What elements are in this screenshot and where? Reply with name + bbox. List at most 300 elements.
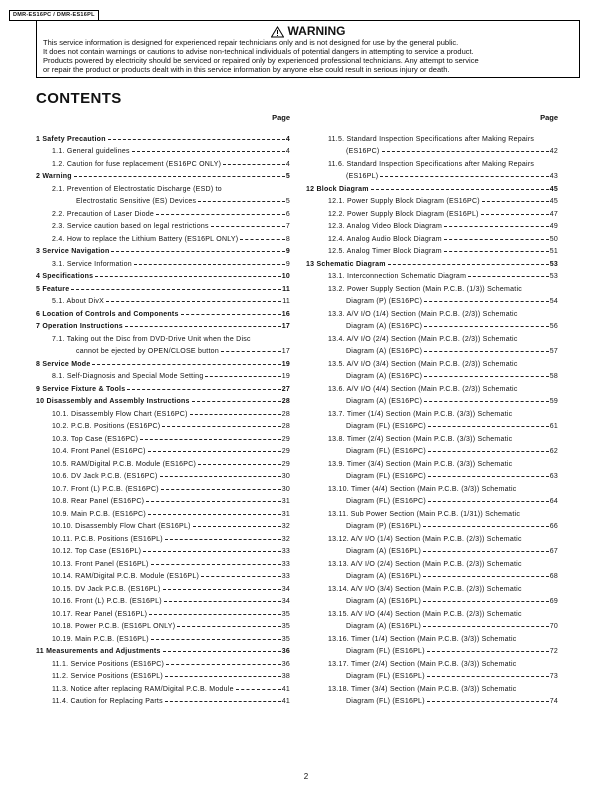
toc-entry[interactable] — [36, 143, 290, 156]
dot-leader — [428, 501, 549, 502]
toc-entry-page: 62 — [549, 448, 558, 455]
toc-entry[interactable] — [36, 293, 290, 306]
toc-entry[interactable] — [36, 655, 290, 668]
toc-entry-title: 13.5. A/V I/O (3/4) Section (Main P.C.B. (2/3)) Schematic — [328, 360, 518, 368]
toc-entry-page: 64 — [549, 498, 558, 505]
toc-entry-page: 72 — [549, 648, 558, 655]
toc-entry-title: Diagram (P) (ES16PL) — [346, 523, 422, 530]
toc-entry[interactable] — [36, 468, 290, 481]
toc-entry[interactable] — [306, 543, 558, 556]
toc-entry-title: Diagram (FL) (ES16PL) — [346, 648, 425, 655]
dot-leader — [160, 476, 281, 477]
toc-entry-title: 10.3. Top Case (ES16PC) — [52, 435, 139, 443]
toc-entry-title: Diagram (A) (ES16PL) — [346, 548, 422, 555]
toc-entry[interactable] — [36, 155, 290, 168]
toc-entry-page: 36 — [281, 660, 290, 668]
toc-entry-page: 27 — [281, 385, 290, 393]
toc-entry-page: 4 — [285, 160, 290, 168]
toc-entry[interactable] — [306, 330, 558, 343]
toc-entry-page: 19 — [281, 360, 290, 368]
toc-entry[interactable] — [36, 530, 290, 543]
dot-leader — [198, 464, 281, 465]
toc-entry-page: 10 — [281, 273, 290, 280]
toc-entry-page: 41 — [281, 685, 290, 693]
dot-leader — [148, 451, 281, 452]
dot-leader — [177, 626, 280, 627]
toc-entry[interactable] — [306, 393, 558, 406]
toc-entry[interactable] — [306, 355, 558, 368]
toc-entry[interactable] — [306, 305, 558, 318]
toc-entry-title: Diagram (FL) (ES16PL) — [346, 698, 425, 705]
dot-leader — [221, 351, 281, 352]
toc-entry-title: 13.8. Timer (2/4) Section (Main P.C.B. (3/3)) Schematic — [328, 435, 513, 443]
toc-entry-title: 11.4. Caution for Replacing Parts — [52, 698, 163, 705]
toc-entry[interactable] — [306, 618, 558, 631]
toc-entry[interactable] — [36, 180, 290, 193]
dot-leader — [151, 639, 281, 640]
toc-entry-page: 31 — [281, 498, 290, 505]
toc-entry[interactable] — [306, 480, 558, 493]
toc-entry[interactable] — [306, 293, 558, 306]
toc-entry-title: 10.6. DV Jack P.C.B. (ES16PC) — [52, 473, 158, 480]
dot-leader — [111, 251, 284, 252]
dot-leader — [165, 701, 281, 702]
toc-entry-title: 12 Block Diagram — [306, 185, 369, 193]
toc-entry-page: 63 — [549, 473, 558, 480]
toc-entry-page: 32 — [281, 523, 290, 530]
toc-entry-page: 17 — [281, 348, 290, 355]
toc-entry[interactable] — [36, 268, 290, 281]
dot-leader — [166, 664, 281, 665]
toc-entry-page: 38 — [281, 673, 290, 680]
toc-entry-title: Diagram (A) (ES16PC) — [346, 348, 423, 355]
toc-entry-page: 33 — [281, 548, 290, 555]
toc-entry-title: 6 Location of Controls and Components — [36, 310, 179, 318]
toc-entry[interactable] — [36, 518, 290, 531]
toc-entry[interactable] — [36, 330, 290, 343]
toc-entry-title: 10.5. RAM/Digital P.C.B. Module (ES16PC) — [52, 460, 197, 468]
toc-entry-title: Diagram (FL) (ES16PC) — [346, 473, 426, 480]
toc-entry-title: 2 Warning — [36, 173, 72, 180]
toc-entry-page: 6 — [285, 210, 290, 218]
toc-entry[interactable] — [36, 230, 290, 243]
toc-entry-title: 10.18. Power P.C.B. (ES16PL ONLY) — [52, 623, 176, 630]
toc-entry-page: 66 — [549, 523, 558, 530]
toc-entry[interactable] — [306, 468, 558, 481]
toc-entry-page: 41 — [281, 698, 290, 705]
toc-entry[interactable] — [306, 443, 558, 456]
dot-leader — [444, 239, 549, 240]
toc-entry[interactable] — [306, 318, 558, 331]
toc-entry-title: 10.13. Front Panel (ES16PL) — [52, 560, 149, 568]
toc-entry-title: 13.9. Timer (3/4) Section (Main P.C.B. (3/3)) Schematic — [328, 460, 513, 468]
toc-entry-page: 4 — [285, 148, 290, 155]
dot-leader — [444, 251, 549, 252]
toc-entry-page: 28 — [281, 410, 290, 418]
warning-heading — [43, 25, 573, 38]
toc-entry-title: Diagram (FL) (ES16PC) — [346, 423, 426, 430]
toc-entry[interactable] — [36, 343, 290, 356]
toc-entry-title: 10.17. Rear Panel (ES16PL) — [52, 610, 148, 618]
toc-entry-page: 51 — [549, 248, 558, 255]
toc-entry-title: 1.2. Caution for fuse replacement (ES16PC ONLY) — [52, 160, 222, 168]
toc-entry-page: 36 — [281, 648, 290, 655]
toc-entry[interactable] — [306, 380, 558, 393]
warning-text-line: or repair the product or products dealt with in this service information by anyone else could result in serious injury or death. — [43, 65, 450, 74]
dot-leader — [146, 501, 280, 502]
page-column-header: Page — [540, 113, 558, 122]
toc-entry-title: Diagram (FL) (ES16PL) — [346, 673, 425, 680]
toc-entry[interactable] — [36, 618, 290, 631]
toc-entry-page: 45 — [549, 185, 558, 193]
toc-entry-title: Diagram (FL) (ES16PC) — [346, 498, 426, 505]
toc-entry-title: cannot be ejected by OPEN/CLOSE button — [76, 348, 219, 355]
toc-entry[interactable] — [306, 668, 558, 681]
toc-entry[interactable] — [306, 280, 558, 293]
dot-leader — [201, 576, 281, 577]
toc-entry-title: 10.19. Main P.C.B. (ES16PL) — [52, 635, 149, 643]
toc-entry[interactable] — [306, 418, 558, 431]
toc-entry-page: 19 — [281, 373, 290, 380]
dot-leader — [106, 301, 281, 302]
page-column-header: Page — [272, 113, 290, 122]
toc-entry[interactable] — [306, 155, 558, 168]
toc-entry-page: 61 — [549, 423, 558, 430]
dot-leader — [427, 676, 549, 677]
toc-entry[interactable] — [36, 568, 290, 581]
dot-leader — [193, 526, 281, 527]
toc-entry-page: 16 — [281, 310, 290, 318]
dot-leader — [423, 576, 549, 577]
toc-entry[interactable] — [36, 630, 290, 643]
dot-leader — [423, 551, 549, 552]
toc-entry-title: 12.3. Analog Video Block Diagram — [328, 223, 443, 230]
toc-entry[interactable] — [36, 355, 290, 368]
toc-entry-title: Diagram (A) (ES16PL) — [346, 573, 422, 580]
toc-entry-title: 13.16. Timer (1/4) Section (Main P.C.B. (3/3)) Schematic — [328, 635, 517, 643]
toc-entry[interactable] — [306, 255, 558, 268]
toc-entry-title: 13.18. Timer (3/4) Section (Main P.C.B. (3/3)) Schematic — [328, 685, 517, 693]
toc-entry-page: 35 — [281, 610, 290, 618]
toc-entry-title: 5 Feature — [36, 285, 70, 293]
toc-entry[interactable] — [36, 380, 290, 393]
toc-entry[interactable] — [36, 205, 290, 218]
toc-entry-page: 28 — [281, 398, 290, 405]
toc-entry[interactable] — [36, 580, 290, 593]
dot-leader — [380, 176, 548, 177]
toc-entry-title: 10.7. Front (L) P.C.B. (ES16PC) — [52, 485, 159, 493]
toc-entry-title: 8 Service Mode — [36, 360, 91, 368]
toc-entry-title: 13.13. A/V I/O (2/4) Section (Main P.C.B. (2/3)) Schematic — [328, 560, 522, 568]
dot-leader — [211, 226, 285, 227]
toc-entry-title: 11.6. Standard Inspection Specifications after Making Repairs — [328, 160, 535, 168]
dot-leader — [223, 164, 285, 165]
dot-leader — [151, 564, 281, 565]
toc-entry-page: 28 — [281, 423, 290, 430]
toc-entry-title: 12.2. Power Supply Block Diagram (ES16PL) — [328, 210, 479, 218]
dot-leader — [428, 426, 549, 427]
toc-entry-title: 10 Disassembly and Assembly Instructions — [36, 398, 190, 405]
toc-entry[interactable] — [306, 655, 558, 668]
toc-entry-page: 56 — [549, 323, 558, 330]
toc-right-column — [306, 112, 558, 705]
dot-leader — [71, 289, 281, 290]
toc-entry-page: 57 — [549, 348, 558, 355]
toc-entry[interactable] — [36, 243, 290, 256]
toc-entry-page: 35 — [281, 635, 290, 643]
toc-entry-page: 31 — [281, 510, 290, 518]
dot-leader — [424, 326, 549, 327]
toc-entry[interactable] — [36, 493, 290, 506]
toc-entry-title: 13.10. Timer (4/4) Section (Main P.C.B. (3/3)) Schematic — [328, 485, 517, 493]
toc-entry[interactable] — [36, 405, 290, 418]
toc-entry-page: 29 — [281, 448, 290, 455]
toc-entry-title: (ES16PL) — [346, 173, 379, 180]
dot-leader — [156, 214, 285, 215]
dot-leader — [444, 226, 549, 227]
toc-entry-title: Diagram (A) (ES16PC) — [346, 398, 423, 405]
toc-entry[interactable] — [306, 430, 558, 443]
toc-entry[interactable] — [36, 643, 290, 656]
toc-entry-title: 7.1. Taking out the Disc from DVD-Drive Unit when the Disc — [52, 335, 251, 343]
toc-entry[interactable] — [36, 605, 290, 618]
toc-entry[interactable] — [306, 680, 558, 693]
dot-leader — [382, 151, 549, 152]
dot-leader — [164, 601, 281, 602]
toc-entry[interactable] — [306, 643, 558, 656]
dot-leader — [165, 539, 281, 540]
toc-entry-page: 5 — [285, 173, 290, 180]
toc-entry-title: 2.4. How to replace the Lithium Battery (ES16PL ONLY) — [52, 235, 239, 243]
toc-entry[interactable] — [36, 193, 290, 206]
dot-leader — [143, 551, 281, 552]
toc-entry[interactable] — [306, 193, 558, 206]
toc-entry[interactable] — [306, 455, 558, 468]
toc-entry[interactable] — [306, 580, 558, 593]
toc-entry-title: 11.5. Standard Inspection Specifications after Making Repairs — [328, 135, 535, 143]
toc-entry-title: 13.4. A/V I/O (2/4) Section (Main P.C.B. (2/3)) Schematic — [328, 335, 518, 343]
toc-entry[interactable] — [306, 593, 558, 606]
toc-entry-page: 53 — [549, 260, 558, 268]
dot-leader — [148, 514, 281, 515]
toc-entry-page: 5 — [285, 198, 290, 205]
toc-entry-title: 13.2. Power Supply Section (Main P.C.B. (1/3)) Schematic — [328, 285, 523, 293]
dot-leader — [108, 139, 285, 140]
toc-entry[interactable] — [36, 480, 290, 493]
dot-leader — [424, 301, 549, 302]
toc-entry-title: 13.3. A/V I/O (1/4) Section (Main P.C.B. (2/3)) Schematic — [328, 310, 518, 318]
toc-entry-page: 49 — [549, 223, 558, 230]
toc-entry-page: 43 — [549, 173, 558, 180]
toc-entry[interactable] — [36, 668, 290, 681]
toc-entry-page: 50 — [549, 235, 558, 243]
toc-entry-page: 7 — [285, 223, 290, 230]
dot-leader — [162, 426, 280, 427]
toc-entry[interactable] — [306, 243, 558, 256]
toc-entry-title: 12.1. Power Supply Block Diagram (ES16PC) — [328, 198, 480, 205]
dot-leader — [140, 439, 281, 440]
toc-entry-page: 9 — [285, 248, 290, 255]
toc-entry[interactable] — [36, 368, 290, 381]
toc-left-column — [36, 112, 290, 705]
toc-entry-page: 67 — [549, 548, 558, 555]
toc-entry[interactable] — [36, 255, 290, 268]
toc-entry-title: 11 Measurements and Adjustments — [36, 648, 161, 655]
dot-leader — [132, 151, 285, 152]
warning-text-line: It does not contain warnings or cautions to advise non-technical individuals of potential dangers in attempting to service a product. — [43, 47, 474, 56]
toc-entry[interactable] — [36, 593, 290, 606]
toc-entry[interactable] — [306, 405, 558, 418]
toc-entry-page: 70 — [549, 623, 558, 630]
toc-entry-page: 33 — [281, 573, 290, 580]
toc-entry[interactable] — [36, 543, 290, 556]
toc-entry-title: 13.7. Timer (1/4) Section (Main P.C.B. (3/3)) Schematic — [328, 410, 513, 418]
toc-entry[interactable] — [306, 343, 558, 356]
toc-entry-page: 34 — [281, 598, 290, 605]
warning-box — [36, 20, 580, 78]
toc-left-list — [36, 130, 290, 705]
toc-entry-title: Diagram (A) (ES16PC) — [346, 323, 423, 330]
toc-entry-page: 45 — [549, 198, 558, 205]
toc-entry[interactable] — [306, 205, 558, 218]
warning-text-line: This service information is designed for experienced repair technicians only and is not designed for use by the general public. — [43, 38, 459, 47]
dot-leader — [74, 176, 285, 177]
dot-leader — [423, 626, 549, 627]
dot-leader — [424, 376, 549, 377]
toc-entry-title: 11.1. Service Positions (ES16PC) — [52, 660, 165, 668]
toc-entry[interactable] — [36, 693, 290, 706]
toc-entry[interactable] — [306, 493, 558, 506]
toc-entry-title: 13.11. Sub Power Section (Main P.C.B. (1/31)) Schematic — [328, 510, 521, 518]
dot-leader — [371, 189, 549, 190]
toc-entry[interactable] — [306, 168, 558, 181]
warning-triangle-icon — [271, 26, 284, 38]
toc-entry-page: 9 — [285, 260, 290, 268]
toc-entry[interactable] — [36, 218, 290, 231]
toc-entry-title: (ES16PC) — [346, 148, 380, 155]
toc-entry[interactable] — [36, 130, 290, 143]
toc-entry-page: 54 — [549, 298, 558, 305]
toc-entry[interactable] — [306, 630, 558, 643]
toc-entry-page: 47 — [549, 210, 558, 218]
toc-entry[interactable] — [306, 218, 558, 231]
toc-entry-title: 5.1. About DivX — [52, 298, 105, 305]
toc-entry-title: 10.11. P.C.B. Positions (ES16PL) — [52, 535, 163, 543]
dot-leader — [388, 264, 549, 265]
toc-entry[interactable] — [36, 318, 290, 331]
toc-entry[interactable] — [36, 455, 290, 468]
toc-entry-title: 10.12. Top Case (ES16PL) — [52, 548, 142, 555]
toc-entry[interactable] — [306, 693, 558, 706]
dot-leader — [95, 276, 280, 277]
toc-entry[interactable] — [36, 680, 290, 693]
toc-entry[interactable] — [306, 530, 558, 543]
dot-leader — [134, 264, 285, 265]
toc-entry-title: 4 Specifications — [36, 273, 94, 280]
toc-entry-page: 69 — [549, 598, 558, 605]
toc-entry[interactable] — [306, 518, 558, 531]
toc-entry-page: 35 — [281, 623, 290, 630]
toc-entry[interactable] — [36, 280, 290, 293]
toc-entry[interactable] — [36, 418, 290, 431]
page-number: 2 — [303, 772, 309, 781]
toc-entry-title: Electrostatic Sensitive (ES) Devices — [76, 198, 197, 205]
toc-entry-page: 17 — [281, 323, 290, 330]
toc-entry-title: 7 Operation Instructions — [36, 323, 123, 330]
dot-leader — [423, 601, 549, 602]
toc-entry[interactable] — [306, 555, 558, 568]
toc-entry[interactable] — [36, 430, 290, 443]
toc-entry-title: 2.1. Prevention of Electrostatic Discharge (ESD) to — [52, 185, 222, 193]
toc-entry-title: 13.12. A/V I/O (1/4) Section (Main P.C.B. (2/3)) Schematic — [328, 535, 522, 543]
toc-right-list — [306, 130, 558, 705]
toc-entry[interactable] — [36, 443, 290, 456]
toc-entry-page: 74 — [549, 698, 558, 705]
toc-entry[interactable] — [36, 505, 290, 518]
toc-entry-page: 8 — [285, 235, 290, 243]
toc-entry-title: 12.4. Analog Audio Block Diagram — [328, 235, 442, 243]
toc-entry[interactable] — [306, 505, 558, 518]
dot-leader — [165, 676, 281, 677]
toc-entry-title: 13.14. A/V I/O (3/4) Section (Main P.C.B. (2/3)) Schematic — [328, 585, 522, 593]
toc-entry-title: 13.17. Timer (2/4) Section (Main P.C.B. (3/3)) Schematic — [328, 660, 517, 668]
toc-entry-title: Diagram (A) (ES16PL) — [346, 623, 422, 630]
toc-entry[interactable] — [306, 268, 558, 281]
dot-leader — [424, 351, 549, 352]
toc-entry-title: 12.5. Analog Timer Block Diagram — [328, 248, 442, 255]
toc-entry[interactable] — [306, 605, 558, 618]
dot-leader — [428, 451, 549, 452]
toc-entry-page: 30 — [281, 485, 290, 493]
toc-entry-page: 58 — [549, 373, 558, 380]
dot-leader — [161, 489, 281, 490]
toc-entry-title: 3 Service Navigation — [36, 248, 110, 255]
toc-entry-title: 11.2. Service Positions (ES16PL) — [52, 673, 163, 680]
toc-entry-title: 1.1. General guidelines — [52, 148, 130, 155]
toc-entry[interactable] — [306, 568, 558, 581]
toc-entry[interactable] — [306, 180, 558, 193]
toc-entry[interactable] — [306, 230, 558, 243]
toc-entry[interactable] — [36, 555, 290, 568]
dot-leader — [125, 326, 281, 327]
toc-entry-title: 10.8. Rear Panel (ES16PC) — [52, 498, 145, 505]
toc-entry-title: Diagram (A) (ES16PC) — [346, 373, 423, 380]
warning-title: WARNING — [287, 24, 346, 38]
toc-entry-title: 13 Schematic Diagram — [306, 260, 386, 268]
toc-entry-title: 13.1. Interconnection Schematic Diagram — [328, 273, 467, 280]
toc-entry-page: 11 — [282, 285, 290, 293]
toc-entry[interactable] — [306, 368, 558, 381]
dot-leader — [481, 214, 549, 215]
toc-entry[interactable] — [36, 393, 290, 406]
toc-entry[interactable] — [36, 168, 290, 181]
dot-leader — [482, 201, 549, 202]
toc-entry[interactable] — [306, 130, 558, 143]
dot-leader — [163, 589, 281, 590]
toc-entry-page: 34 — [281, 585, 290, 593]
dot-leader — [428, 476, 549, 477]
toc-entry-title: Diagram (P) (ES16PC) — [346, 298, 423, 305]
toc-entry[interactable] — [36, 305, 290, 318]
toc-entry-title: 8.1. Self-Diagnosis and Special Mode Setting — [52, 373, 204, 380]
toc-entry-title: 1 Safety Precaution — [36, 135, 106, 143]
toc-entry[interactable] — [306, 143, 558, 156]
toc-entry-page: 53 — [549, 273, 558, 280]
dot-leader — [205, 376, 280, 377]
toc-entry-page: 4 — [285, 135, 290, 143]
toc-entry-page: 11 — [282, 298, 290, 305]
dot-leader — [236, 689, 281, 690]
